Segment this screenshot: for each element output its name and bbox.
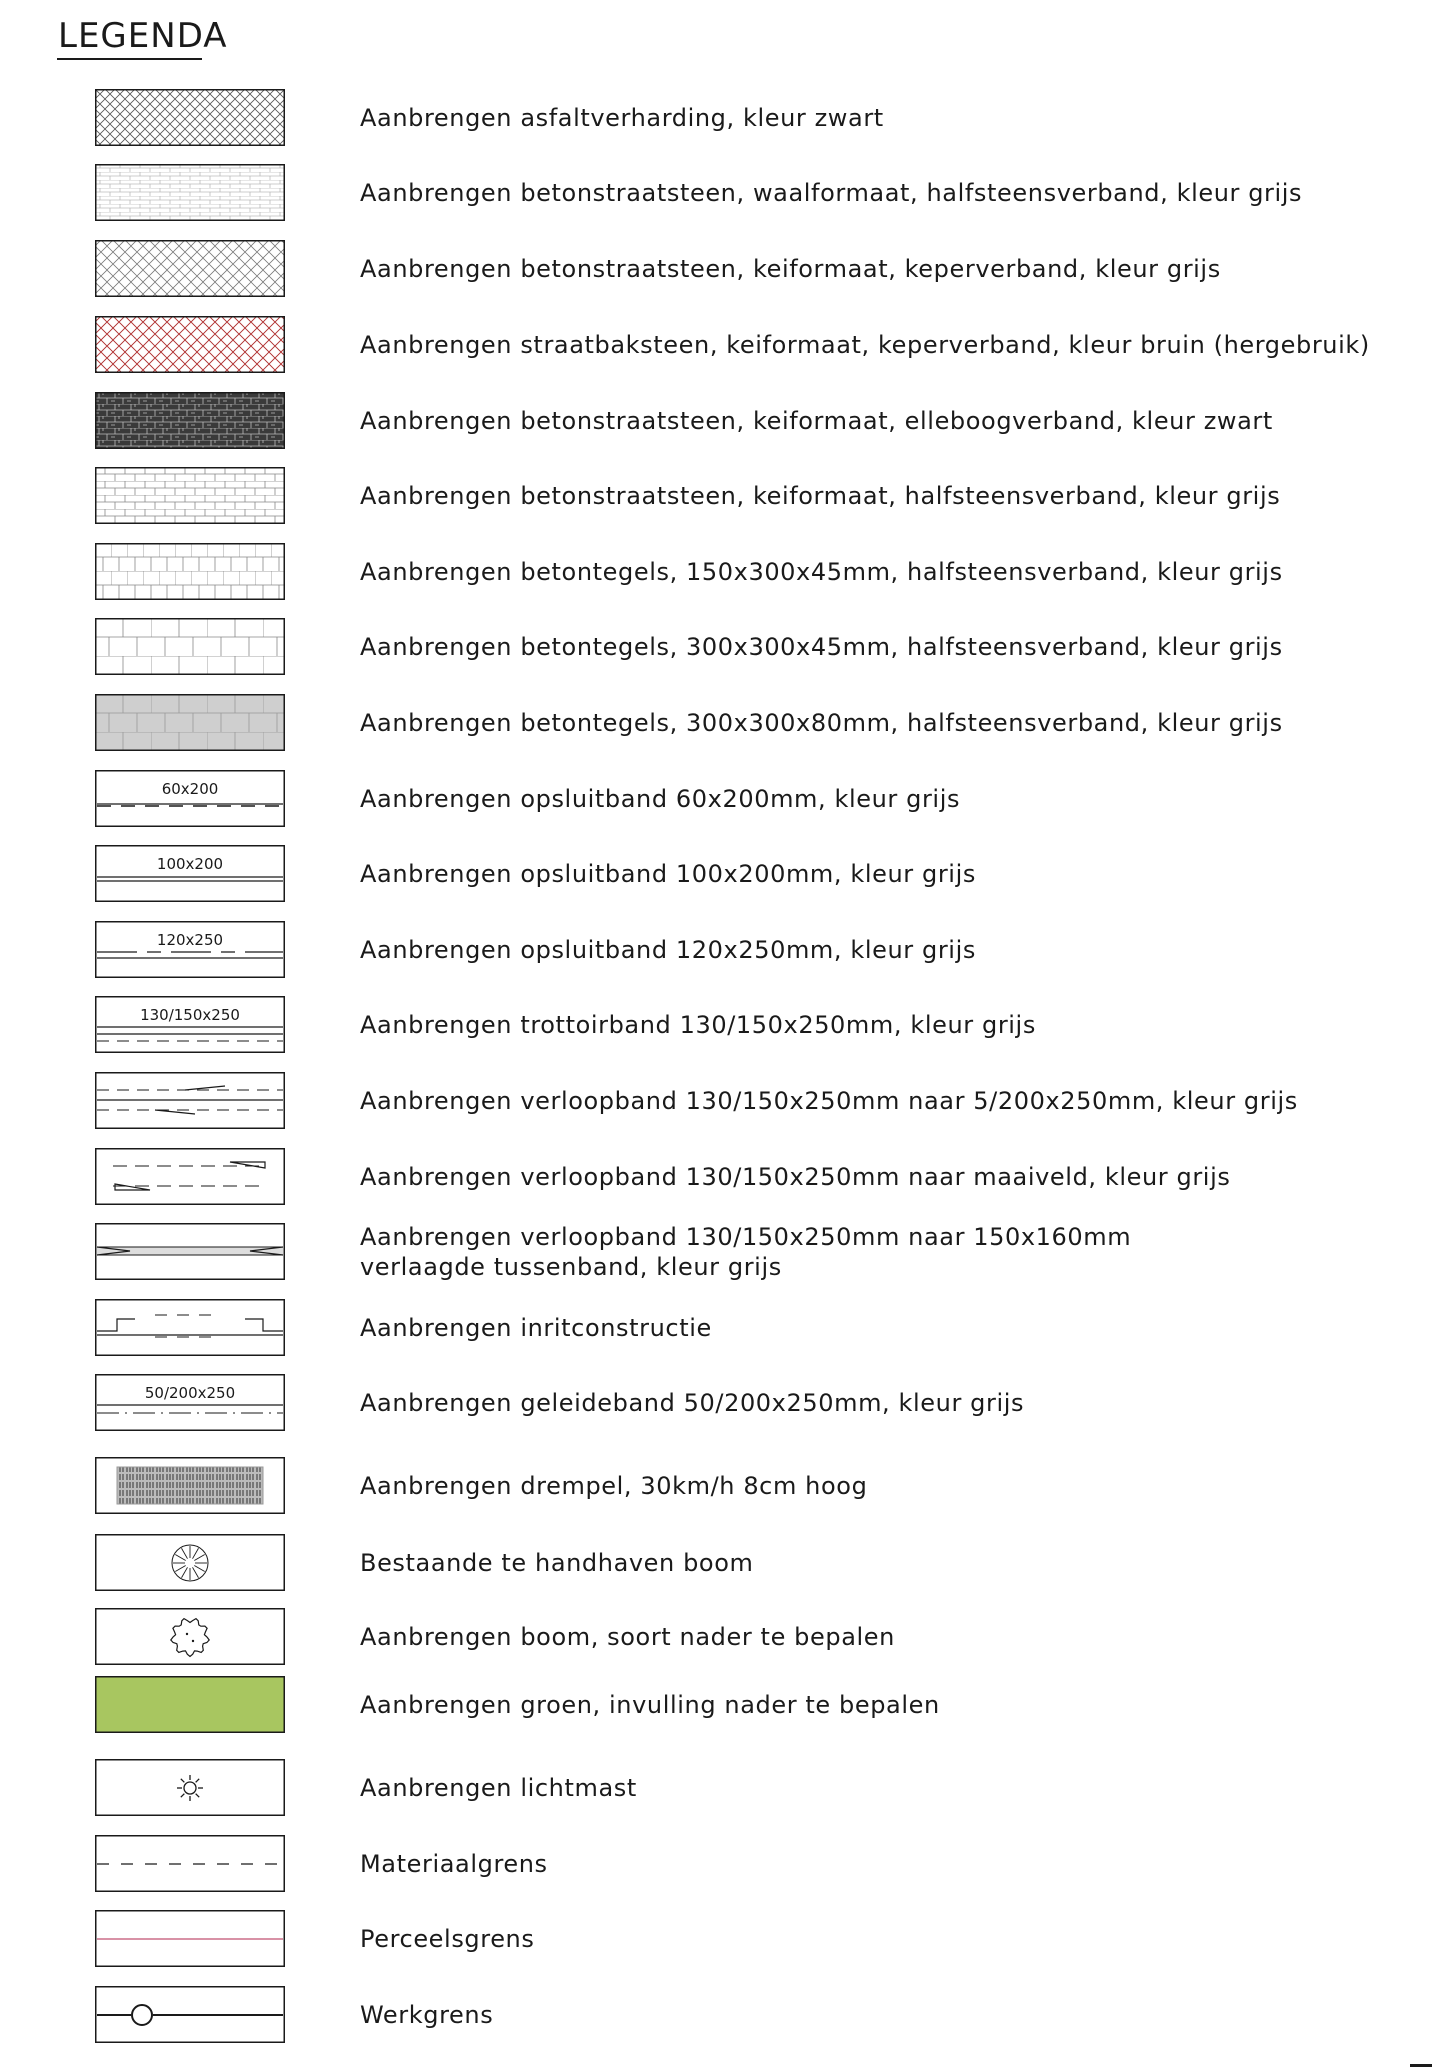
lichtmast-symbol	[95, 1759, 285, 1816]
groen-label	[360, 1676, 940, 1734]
kei-halfsteens-grijs-label	[360, 467, 1280, 525]
waalformaat-label-text: Aanbrengen betonstraatsteen, waalformaat, halfsteensverband, kleur grijs	[360, 179, 1303, 207]
kei-elleboog-zwart-label-text: Aanbrengen betonstraatsteen, keiformaat, elleboogverband, kleur zwart	[360, 407, 1273, 435]
materiaalgrens-symbol	[95, 1835, 285, 1892]
verloop-tussenband-label-text: Aanbrengen verloopband 130/150x250mm naar 150x160mm	[360, 1223, 1132, 1251]
geleideband-label	[360, 1374, 1024, 1432]
perceelsgrens-symbol	[95, 1910, 285, 1967]
verloop-tussenband-symbol	[95, 1223, 285, 1280]
opsluit-100-symbol	[95, 845, 285, 902]
opsluit-100-label-text: Aanbrengen opsluitband 100x200mm, kleur grijs	[360, 860, 976, 888]
boom-nieuw-label	[360, 1608, 895, 1666]
legend-item-drempel	[0, 1457, 1432, 1515]
baksteen-bruin-symbol	[95, 316, 285, 373]
legend-item-boom-bestaand	[0, 1534, 1432, 1592]
kei-halfsteens-grijs-symbol	[95, 467, 285, 524]
asfalt-label	[360, 89, 884, 147]
trottoirband-label-text: Aanbrengen trottoirband 130/150x250mm, kleur grijs	[360, 1011, 1036, 1039]
trottoirband-label	[360, 996, 1036, 1054]
legend-item-tegel-300-45	[0, 618, 1432, 676]
baksteen-bruin-label	[360, 316, 1370, 374]
opsluit-100-symbol-text: 100x200	[156, 855, 224, 873]
perceelsgrens-label-text: Perceelsgrens	[360, 1925, 535, 1953]
boom-bestaand-label	[360, 1534, 753, 1592]
baksteen-bruin-label-text: Aanbrengen straatbaksteen, keiformaat, keperverband, kleur bruin (hergebruik)	[360, 331, 1370, 359]
legend-item-werkgrens	[0, 1986, 1432, 2044]
legend-item-kei-keper-grijs	[0, 240, 1432, 298]
lichtmast-label-text: Aanbrengen lichtmast	[360, 1774, 637, 1802]
legend-item-tegel-150	[0, 543, 1432, 601]
verloop-maaiveld-label-text: Aanbrengen verloopband 130/150x250mm naar maaiveld, kleur grijs	[360, 1163, 1231, 1191]
legend-item-trottoirband	[0, 996, 1432, 1054]
kei-elleboog-zwart-symbol	[95, 392, 285, 449]
legend-item-materiaalgrens	[0, 1835, 1432, 1893]
verloop-5-200-symbol	[95, 1072, 285, 1129]
verloop-5-200-label	[360, 1072, 1298, 1130]
boom-bestaand-label-text: Bestaande te handhaven boom	[360, 1549, 754, 1577]
legend-item-asfalt	[0, 89, 1432, 147]
kei-keper-grijs-label-text: Aanbrengen betonstraatsteen, keiformaat, keperverband, kleur grijs	[360, 255, 1221, 283]
asfalt-symbol	[95, 89, 285, 146]
tegel-300-45-label-text: Aanbrengen betontegels, 300x300x45mm, halfsteensverband, kleur grijs	[360, 633, 1283, 661]
legend-item-verloop-maaiveld	[0, 1148, 1432, 1206]
legend-item-groen	[0, 1676, 1432, 1734]
waalformaat-label	[360, 164, 1302, 222]
legend-title-underline	[57, 58, 202, 60]
tegel-300-80-label	[360, 694, 1283, 752]
inrit-label	[360, 1299, 712, 1357]
verloop-maaiveld-label	[360, 1148, 1230, 1206]
asfalt-label-text: Aanbrengen asfaltverharding, kleur zwart	[360, 104, 884, 132]
verloop-5-200-label-text: Aanbrengen verloopband 130/150x250mm naar 5/200x250mm, kleur grijs	[360, 1087, 1298, 1115]
tegel-150-label-text: Aanbrengen betontegels, 150x300x45mm, halfsteensverband, kleur grijs	[360, 558, 1283, 586]
opsluit-60-label	[360, 770, 960, 828]
boom-nieuw-symbol	[95, 1608, 285, 1665]
tegel-300-45-symbol	[95, 618, 285, 675]
boom-bestaand-symbol	[95, 1534, 285, 1591]
materiaalgrens-label-text: Materiaalgrens	[360, 1850, 548, 1878]
inrit-label-text: Aanbrengen inritconstructie	[360, 1314, 712, 1342]
legend-item-boom-nieuw	[0, 1608, 1432, 1666]
drempel-label	[360, 1457, 867, 1515]
legend-title: LEGENDA	[58, 16, 228, 56]
legend-item-opsluit-120	[0, 921, 1432, 979]
legend-item-opsluit-60	[0, 770, 1432, 828]
werkgrens-label	[360, 1986, 493, 2044]
tegel-150-symbol	[95, 543, 285, 600]
werkgrens-label-text: Werkgrens	[360, 2001, 494, 2029]
opsluit-120-label-text: Aanbrengen opsluitband 120x250mm, kleur grijs	[360, 936, 976, 964]
kei-keper-grijs-label	[360, 240, 1221, 298]
verloop-tussenband-label-text-line2: verlaagde tussenband, kleur grijs	[360, 1253, 782, 1281]
drempel-symbol	[95, 1457, 285, 1514]
trottoirband-symbol-text: 130/150x250	[140, 1006, 240, 1024]
verloop-maaiveld-symbol	[95, 1148, 285, 1205]
legend-item-tegel-300-80	[0, 694, 1432, 752]
groen-symbol	[95, 1676, 285, 1733]
tegel-300-80-symbol	[95, 694, 285, 751]
legend-item-inrit	[0, 1299, 1432, 1357]
opsluit-100-label	[360, 845, 976, 903]
perceelsgrens-label	[360, 1910, 534, 1968]
kei-elleboog-zwart-label	[360, 392, 1273, 450]
legend-item-opsluit-100	[0, 845, 1432, 903]
opsluit-60-symbol	[95, 770, 285, 827]
groen-label-text: Aanbrengen groen, invulling nader te bepalen	[360, 1691, 940, 1719]
inrit-symbol	[95, 1299, 285, 1356]
opsluit-120-symbol	[95, 921, 285, 978]
legend-item-kei-elleboog-zwart	[0, 392, 1432, 450]
legend-item-kei-halfsteens-grijs	[0, 467, 1432, 525]
geleideband-label-text: Aanbrengen geleideband 50/200x250mm, kleur grijs	[360, 1389, 1025, 1417]
tegel-300-80-label-text: Aanbrengen betontegels, 300x300x80mm, halfsteensverband, kleur grijs	[360, 709, 1283, 737]
legend-item-verloop-tussenband	[0, 1223, 1432, 1281]
legend-item-baksteen-bruin	[0, 316, 1432, 374]
werkgrens-symbol	[95, 1986, 285, 2043]
kei-halfsteens-grijs-label-text: Aanbrengen betonstraatsteen, keiformaat, halfsteensverband, kleur grijs	[360, 482, 1281, 510]
geleideband-symbol	[95, 1374, 285, 1431]
kei-keper-grijs-symbol	[95, 240, 285, 297]
legend-item-geleideband	[0, 1374, 1432, 1432]
verloop-tussenband-label	[360, 1223, 1131, 1281]
trottoirband-symbol	[95, 996, 285, 1053]
tegel-300-45-label	[360, 618, 1283, 676]
drempel-label-text: Aanbrengen drempel, 30km/h 8cm hoog	[360, 1472, 868, 1500]
legend-item-lichtmast	[0, 1759, 1432, 1817]
legend-item-perceelsgrens	[0, 1910, 1432, 1968]
tegel-150-label	[360, 543, 1283, 601]
waalformaat-symbol	[95, 164, 285, 221]
materiaalgrens-label	[360, 1835, 548, 1893]
opsluit-60-label-text: Aanbrengen opsluitband 60x200mm, kleur grijs	[360, 785, 961, 813]
opsluit-120-symbol-text: 120x250	[156, 931, 224, 949]
legend-item-verloop-5-200	[0, 1072, 1432, 1130]
opsluit-120-label	[360, 921, 976, 979]
lichtmast-label	[360, 1759, 637, 1817]
geleideband-symbol-text: 50/200x250	[144, 1384, 236, 1402]
legend-item-waalformaat	[0, 164, 1432, 222]
boom-nieuw-label-text: Aanbrengen boom, soort nader te bepalen	[360, 1623, 895, 1651]
opsluit-60-symbol-text: 60x200	[161, 780, 219, 798]
